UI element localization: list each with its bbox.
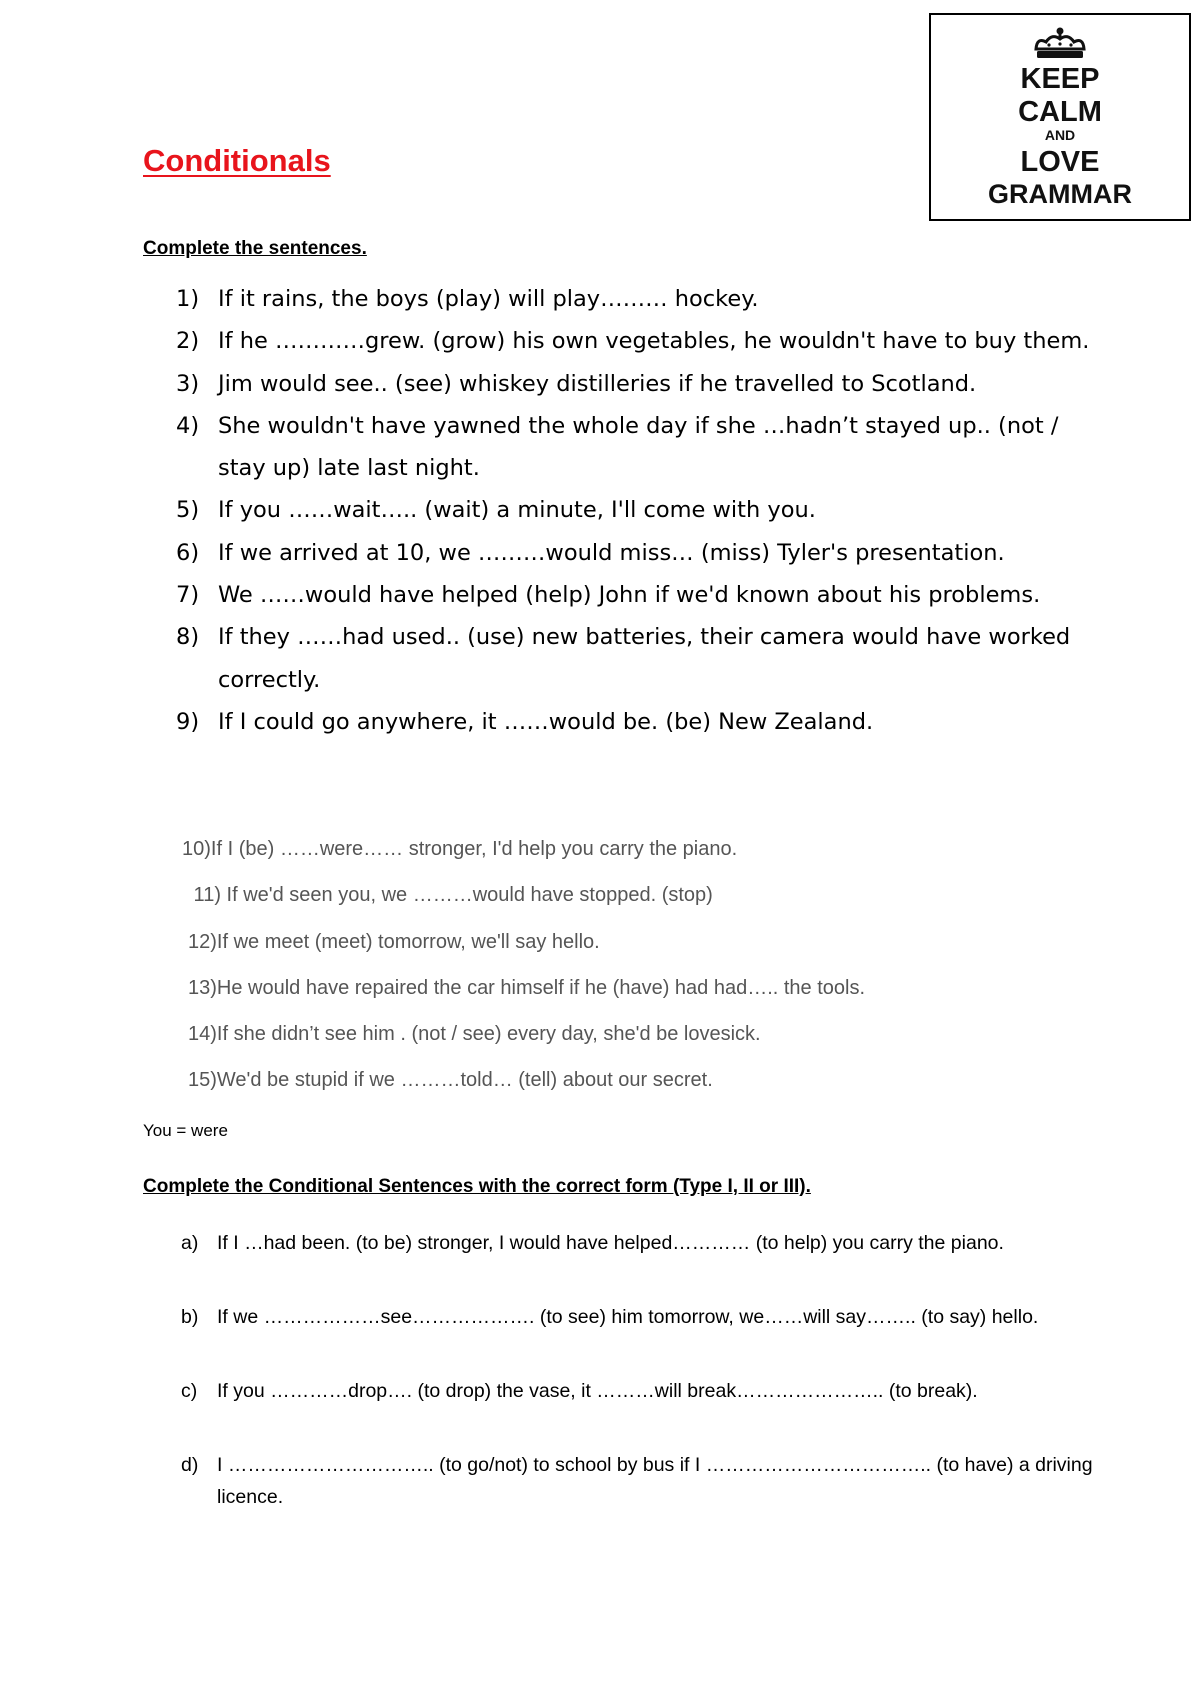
exercise-item: [181, 1375, 1111, 1407]
item-number: 15): [188, 1069, 217, 1092]
item-letter: d): [181, 1454, 199, 1476]
item-text: Jim would see.. (see) whiskey distilleries if he travelled to Scotland.: [218, 370, 977, 397]
exercise-item: [176, 320, 1106, 362]
item-number: 9): [176, 708, 200, 735]
item-text: She wouldn't have yawned the whole day if she …hadn’t stayed up.. (not / stay up) late last night.: [218, 412, 1059, 482]
item-number: 10): [182, 838, 211, 860]
item-number: 3): [176, 370, 200, 397]
item-text: If you …………drop…. (to drop) the vase, it ………will break………………….. (to break).: [217, 1380, 978, 1402]
item-number: 8): [176, 624, 200, 651]
exercise-item: [181, 1227, 1111, 1259]
exercise-item: [183, 931, 865, 977]
item-letter: b): [181, 1306, 199, 1328]
logo-keep: KEEP: [1020, 63, 1100, 95]
exercise1-list-continued: [183, 838, 865, 1116]
keep-calm-logo: [929, 13, 1191, 221]
item-text: If she didn’t see him . (not / see) every day, she'd be lovesick.: [216, 1023, 761, 1046]
item-text: I ………………………….. (to go/not) to school by bus if I …………………………….. (to have) a driving licence.: [217, 1454, 1093, 1508]
item-text: If they ……had used.. (use) new batteries, their camera would have worked correctly.: [218, 624, 1071, 693]
item-text: If we ………………see………………. (to see) him tomorrow, we……will say…….. (to say) hello.: [217, 1306, 1039, 1328]
keep-calm-logo-graphic: [931, 15, 1189, 219]
exercise-item: [183, 1023, 865, 1069]
item-text: If I could go anywhere, it ……would be. (be) New Zealand.: [218, 708, 874, 735]
exercise-item: [183, 1069, 865, 1115]
item-text: If I …had been. (to be) stronger, I would have helped………… (to help) you carry the piano.: [217, 1232, 1004, 1254]
crown-icon: [1036, 28, 1084, 58]
exercise-item: [176, 363, 1106, 405]
exercise-item: [176, 278, 1106, 320]
item-number: 1): [176, 286, 200, 312]
item-text: If I (be) ……were…… stronger, I'd help you carry the piano.: [210, 838, 738, 860]
exercise-item: [176, 701, 1106, 743]
exercise2-item-a: [181, 1227, 1111, 1259]
exercise-item: [176, 405, 1106, 490]
item-letter: a): [181, 1232, 199, 1254]
section2-heading: Complete the Conditional Sentences with the correct form (Type I, II or III).: [143, 1176, 811, 1197]
exercise-item: [176, 616, 1106, 701]
exercise-item: [183, 977, 865, 1023]
item-text: He would have repaired the car himself if he (have) had had….. the tools.: [216, 976, 866, 999]
exercise-item: [176, 574, 1106, 616]
logo-calm: CALM: [1018, 96, 1102, 128]
item-text: If he …………grew. (grow) his own vegetables, he wouldn't have to buy them.: [218, 328, 1090, 355]
exercise-item: [183, 884, 865, 930]
section1-heading: Complete the sentences.: [143, 238, 367, 259]
item-number: 11): [188, 884, 227, 907]
exercise2-item-d: [181, 1449, 1111, 1513]
item-text: We'd be stupid if we ………told… (tell) about our secret.: [216, 1069, 713, 1092]
item-number: 13): [188, 976, 217, 999]
item-number: 4): [176, 412, 200, 439]
item-number: 6): [176, 539, 200, 566]
logo-and: AND: [1044, 127, 1076, 143]
note-text: You = were: [143, 1121, 228, 1140]
logo-grammar: GRAMMAR: [988, 179, 1132, 209]
item-text: We ……would have helped (help) John if we'd known about his problems.: [218, 582, 1041, 609]
exercise-item: [176, 532, 1106, 574]
item-text: If we'd seen you, we ………would have stopped. (stop): [226, 884, 713, 907]
item-letter: c): [181, 1380, 198, 1402]
exercise1-list: [176, 278, 1106, 743]
exercise2-item-b: [181, 1301, 1111, 1333]
item-text: If we arrived at 10, we ………would miss… (miss) Tyler's presentation.: [218, 539, 1005, 566]
item-text: If it rains, the boys (play) will play……… hockey.: [218, 286, 759, 312]
item-number: 12): [188, 930, 217, 953]
exercise-item: [181, 1449, 1111, 1513]
item-number: 7): [176, 582, 200, 609]
exercise-item: [181, 1301, 1111, 1333]
item-number: 2): [176, 328, 200, 355]
logo-love: LOVE: [1020, 146, 1100, 178]
item-text: If we meet (meet) tomorrow, we'll say hello.: [216, 930, 600, 953]
page-title: Conditionals: [143, 143, 331, 178]
item-number: 5): [176, 497, 200, 524]
item-number: 14): [188, 1023, 217, 1046]
item-text: If you ……wait….. (wait) a minute, I'll come with you.: [218, 497, 816, 524]
exercise-item: [183, 838, 865, 884]
exercise2-item-c: [181, 1375, 1111, 1407]
exercise-item: [176, 489, 1106, 531]
